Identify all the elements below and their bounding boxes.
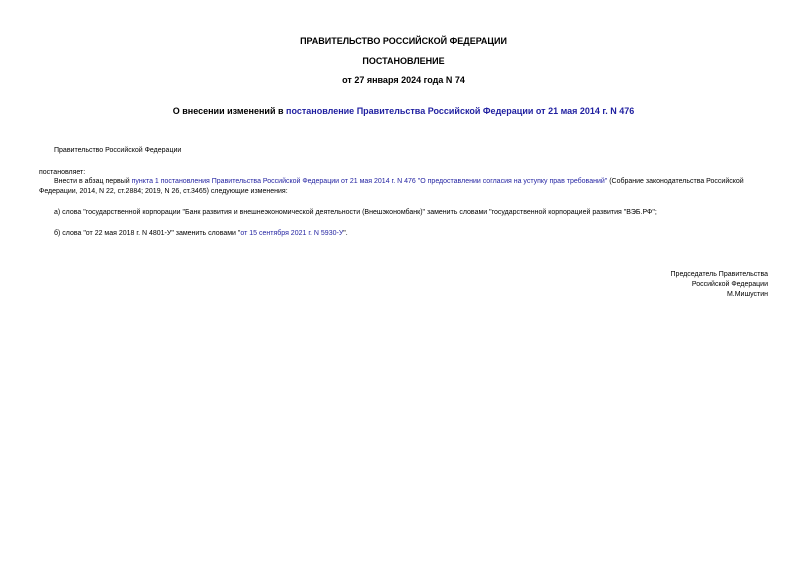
main-prefix: Внести в абзац первый: [54, 178, 132, 185]
title-prefix: О внесении изменений в: [172, 106, 287, 116]
main-paragraph-line-1: [54, 177, 744, 187]
date-number-heading: от 27 января 2024 года N 74: [342, 75, 465, 85]
document-title: [0, 106, 807, 117]
signature-name: М.Мишустин: [726, 291, 768, 298]
item-a-text: а) слова "государственной корпорации "Банк развития и внешнеэкономической деятельности (Внешэкономбанк)" заменить словами "государственной корпорацией развития "ВЭБ.РФ";: [54, 209, 657, 216]
main-suffix: (Собрание законодательства Российской: [607, 178, 744, 185]
item-b-suffix: ".: [343, 230, 348, 237]
main-link[interactable]: пункта 1 постановления Правительства Российской Федерации от 21 мая 2014 г. N 476 "О предоставлении согласия на уступку прав требований": [131, 178, 608, 185]
signature-org: Российской Федерации: [691, 281, 768, 288]
item-b-prefix: б) слова "от 22 мая 2018 г. N 4801-У" заменить словами ": [54, 230, 241, 237]
decides-text: постановляет:: [39, 169, 86, 176]
item-b-text: [54, 229, 348, 239]
preamble-text: Правительство Российской Федерации: [54, 147, 182, 154]
signature-title: Председатель Правительства: [670, 271, 768, 278]
title-link[interactable]: постановление Правительства Российской Федерации от 21 мая 2014 г. N 476: [286, 106, 635, 116]
government-heading: ПРАВИТЕЛЬСТВО РОССИЙСКОЙ ФЕДЕРАЦИИ: [300, 36, 507, 46]
main-paragraph-line-2: Федерации, 2014, N 22, ст.2884; 2019, N 26, ст.3465) следующие изменения:: [39, 188, 288, 195]
item-b-link[interactable]: от 15 сентября 2021 г. N 5930-У: [240, 230, 344, 237]
document-type-heading: ПОСТАНОВЛЕНИЕ: [362, 56, 445, 66]
